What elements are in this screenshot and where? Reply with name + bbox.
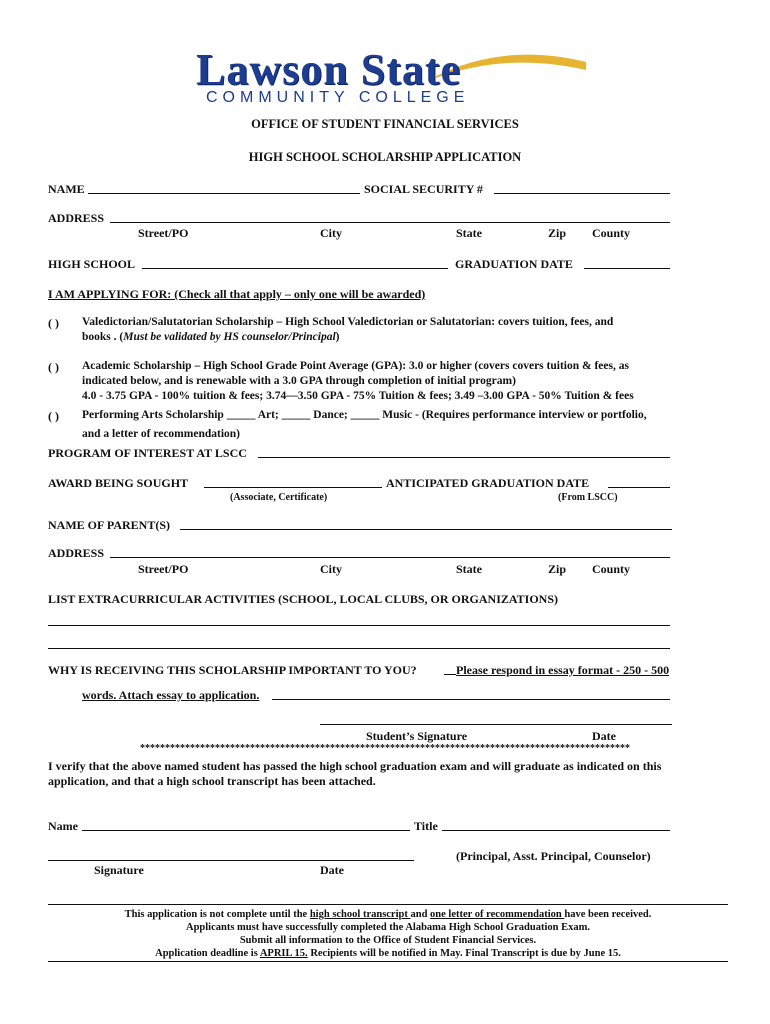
valedictorian-text-2: books . (Must be validated by HS counselor/Principal) <box>82 331 340 343</box>
ssn-field[interactable] <box>494 193 670 194</box>
official-name-field[interactable] <box>82 830 410 831</box>
student-signature-field[interactable] <box>320 724 672 725</box>
official-roles: (Principal, Asst. Principal, Counselor) <box>456 849 651 863</box>
city-caption: City <box>320 226 342 240</box>
star-separator: ************************************************************************************************** <box>140 743 630 754</box>
zip-caption-2: Zip <box>548 562 567 576</box>
footer-line-4: Application deadline is APRIL 15. Recipients will be notified in May. Final Transcript is due by June 15. <box>155 948 621 959</box>
academic-text-2: indicated below, and is renewable with a 3.0 GPA through completion of initial program) <box>82 375 516 387</box>
state-caption: State <box>456 226 482 240</box>
name-label: NAME <box>48 182 85 196</box>
valedictorian-checkbox[interactable]: ( ) <box>48 316 59 330</box>
parents-label: NAME OF PARENT(S) <box>48 518 170 532</box>
arts-text-2: and a letter of recommendation) <box>82 428 240 440</box>
address-field[interactable] <box>110 222 670 223</box>
ssn-label: SOCIAL SECURITY # <box>364 182 483 196</box>
county-caption-2: County <box>592 562 631 576</box>
graduation-date-field[interactable] <box>584 268 670 269</box>
extracurricular-field-2[interactable] <box>48 648 670 649</box>
parent-address-field[interactable] <box>110 557 670 558</box>
anticipated-field[interactable] <box>608 487 670 488</box>
academic-gpa-tiers: 4.0 - 3.75 GPA - 100% tuition & fees; 3.74—3.50 GPA - 75% Tuition & fees; 3.49 –3.00 GPA - 50% Tuition & fees <box>82 390 634 402</box>
applying-heading: I AM APPLYING FOR: (Check all that apply – only one will be awarded) <box>48 287 426 301</box>
award-hint: (Associate, Certificate) <box>230 492 328 503</box>
zip-caption: Zip <box>548 226 567 240</box>
program-field[interactable] <box>258 457 670 458</box>
extracurricular-field-1[interactable] <box>48 625 670 626</box>
footer-bottom-rule <box>48 961 728 962</box>
essay-instruction-2: words. Attach essay to application. <box>82 688 260 702</box>
form-title: HIGH SCHOOL SCHOLARSHIP APPLICATION <box>248 150 522 164</box>
address-label: ADDRESS <box>48 211 105 225</box>
office-heading: OFFICE OF STUDENT FINANCIAL SERVICES <box>251 117 519 131</box>
college-logo <box>196 45 588 110</box>
footer-line-2: Applicants must have successfully completed the Alabama High School Graduation Exam. <box>186 922 590 933</box>
arts-checkbox[interactable]: ( ) <box>48 409 59 423</box>
high-school-field[interactable] <box>142 268 448 269</box>
footer-line-3: Submit all information to the Office of Student Financial Services. <box>239 935 537 946</box>
state-caption-2: State <box>456 562 482 576</box>
parent-address-label: ADDRESS <box>48 546 105 560</box>
logo-wordmark: Lawson State <box>196 45 462 94</box>
student-date-caption: Date <box>592 729 616 743</box>
verify-text-2: application, and that a high school transcript has been attached. <box>48 774 376 788</box>
official-signature-caption: Signature <box>94 863 144 877</box>
official-title-field[interactable] <box>442 830 670 831</box>
academic-checkbox[interactable]: ( ) <box>48 360 59 374</box>
county-caption: County <box>592 226 631 240</box>
essay-instruction: Please respond in essay format - 250 - 500 <box>456 663 670 677</box>
high-school-label: HIGH SCHOOL <box>48 257 136 271</box>
official-name-label: Name <box>48 819 78 833</box>
graduation-date-label: GRADUATION DATE <box>455 257 573 271</box>
name-field[interactable] <box>88 193 360 194</box>
city-caption-2: City <box>320 562 342 576</box>
award-field[interactable] <box>204 487 382 488</box>
from-lscc-hint: (From LSCC) <box>558 492 618 503</box>
extracurricular-label: LIST EXTRACURRICULAR ACTIVITIES (SCHOOL, LOCAL CLUBS, OR ORGANIZATIONS) <box>48 592 558 606</box>
award-label: AWARD BEING SOUGHT <box>48 476 189 490</box>
official-signature-field[interactable] <box>48 860 414 861</box>
footer-line-1: This application is not complete until the high school transcript and one letter of recommendation have been received. <box>124 909 652 920</box>
student-signature-caption: Student’s Signature <box>366 729 468 743</box>
street-caption: Street/PO <box>138 226 189 240</box>
valedictorian-text: Valedictorian/Salutatorian Scholarship – High School Valedictorian or Salutatorian: covers tuition, fees, and <box>82 316 614 328</box>
essay-field[interactable] <box>272 699 670 700</box>
official-date-caption: Date <box>320 863 344 877</box>
street-caption-2: Street/PO <box>138 562 189 576</box>
anticipated-label: ANTICIPATED GRADUATION DATE <box>386 476 590 490</box>
why-blank[interactable] <box>444 674 456 675</box>
program-label: PROGRAM OF INTEREST AT LSCC <box>48 446 247 460</box>
official-title-label: Title <box>414 819 438 833</box>
academic-text: Academic Scholarship – High School Grade Point Average (GPA): 3.0 or higher (covers covers tuition & fees, as <box>82 360 629 372</box>
arts-text: Performing Arts Scholarship _____ Art; _____ Dance; _____ Music - (Requires performance interview or portfolio, <box>82 409 647 421</box>
footer-top-rule <box>48 904 728 905</box>
logo-subtitle: COMMUNITY COLLEGE <box>206 89 470 106</box>
verify-text: I verify that the above named student has passed the high school graduation exam and will graduate as indicated on this <box>48 759 662 773</box>
parents-field[interactable] <box>180 529 672 530</box>
why-question: WHY IS RECEIVING THIS SCHOLARSHIP IMPORTANT TO YOU? <box>48 663 417 677</box>
